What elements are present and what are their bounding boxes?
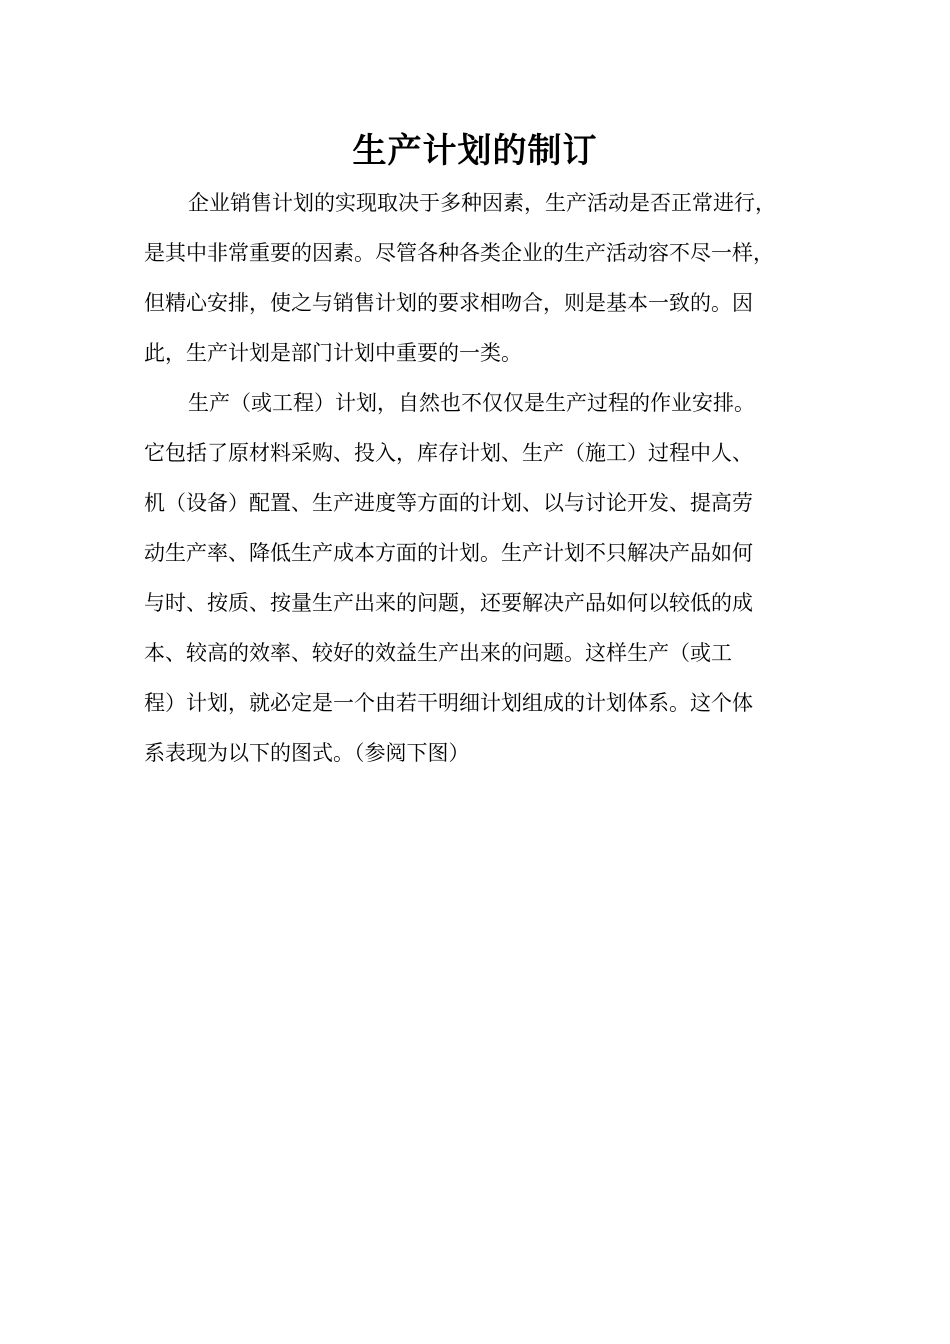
text-line: 是其中非常重要的因素。尽管各种各类企业的生产活动容不尽一样， xyxy=(144,241,774,265)
text-line: 程）计划，就必定是一个由若干明细计划组成的计划体系。这个体 xyxy=(144,691,753,715)
text-line: 此，生产计划是部门计划中重要的一类。 xyxy=(144,341,522,365)
paragraph-2 xyxy=(144,378,824,778)
text-line: 企业销售计划的实现取决于多种因素，生产活动是否正常进行， xyxy=(188,191,776,215)
document-body xyxy=(144,178,824,778)
text-line: 系表现为以下的图式。（参阅下图） xyxy=(144,741,470,765)
text-line: 本、较高的效率、较好的效益生产出来的问题。这样生产（或工 xyxy=(144,641,732,665)
text-line: 机（设备）配置、生产进度等方面的计划、以与讨论开发、提高劳 xyxy=(144,491,753,515)
page-title: 生产计划的制订 xyxy=(352,131,598,171)
paragraph-1 xyxy=(144,178,824,378)
text-line: 生产（或工程）计划，自然也不仅仅是生产过程的作业安排。 xyxy=(188,391,755,415)
text-line: 与时、按质、按量生产出来的问题，还要解决产品如何以较低的成 xyxy=(144,591,753,615)
text-line: 动生产率、降低生产成本方面的计划。生产计划不只解决产品如何 xyxy=(144,541,753,565)
text-line: 它包括了原材料采购、投入，库存计划、生产（施工）过程中人、 xyxy=(144,441,753,465)
text-line: 但精心安排，使之与销售计划的要求相吻合，则是基本一致的。因 xyxy=(144,291,753,315)
